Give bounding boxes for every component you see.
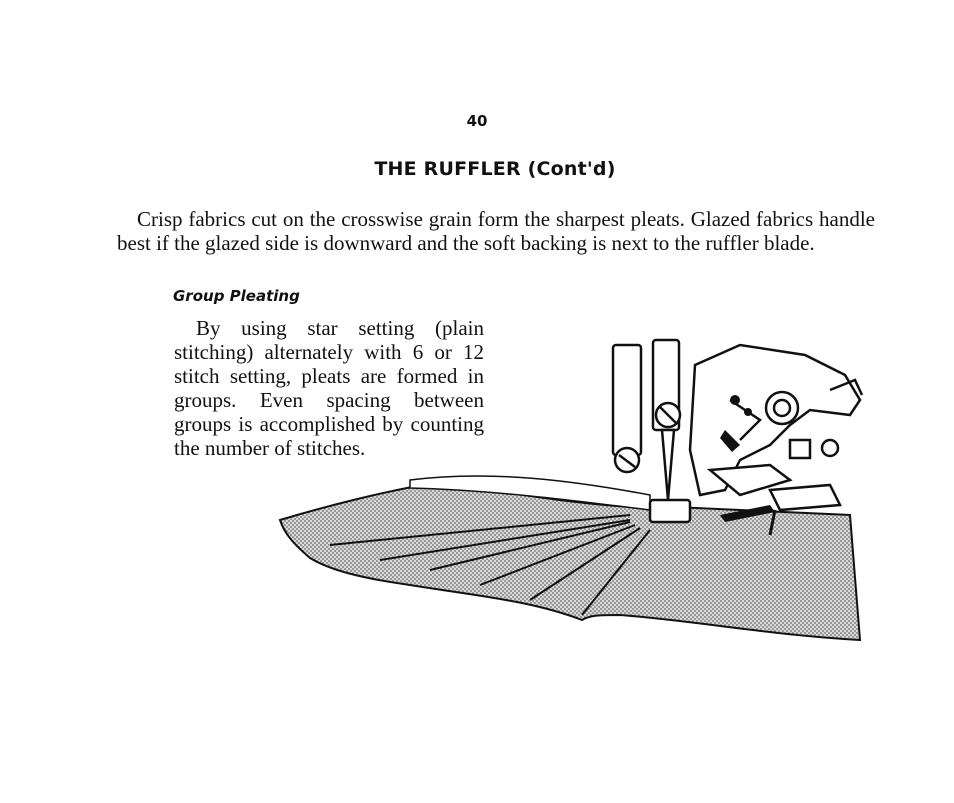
needle-assembly: [613, 340, 680, 500]
ruffler-illustration: [270, 330, 870, 650]
page-number: 40: [466, 112, 488, 130]
section-body: By using star setting (plain stitching) alternately with 6 or 12 stitch setting, pleats are formed in groups. Even spacing between groups is accomplished by counting the number of stitches.: [174, 316, 484, 460]
ruffler-body: [650, 345, 862, 535]
page-title: THE RUFFLER (Cont'd): [374, 158, 616, 180]
intro-paragraph: Crisp fabrics cut on the crosswise grain form the sharpest pleats. Glazed fabrics handle best if the glazed side is downward and the soft backing is next to the ruffler blade.: [117, 207, 875, 255]
section-heading: Group Pleating: [173, 287, 300, 305]
fabric-shape: [280, 480, 860, 640]
